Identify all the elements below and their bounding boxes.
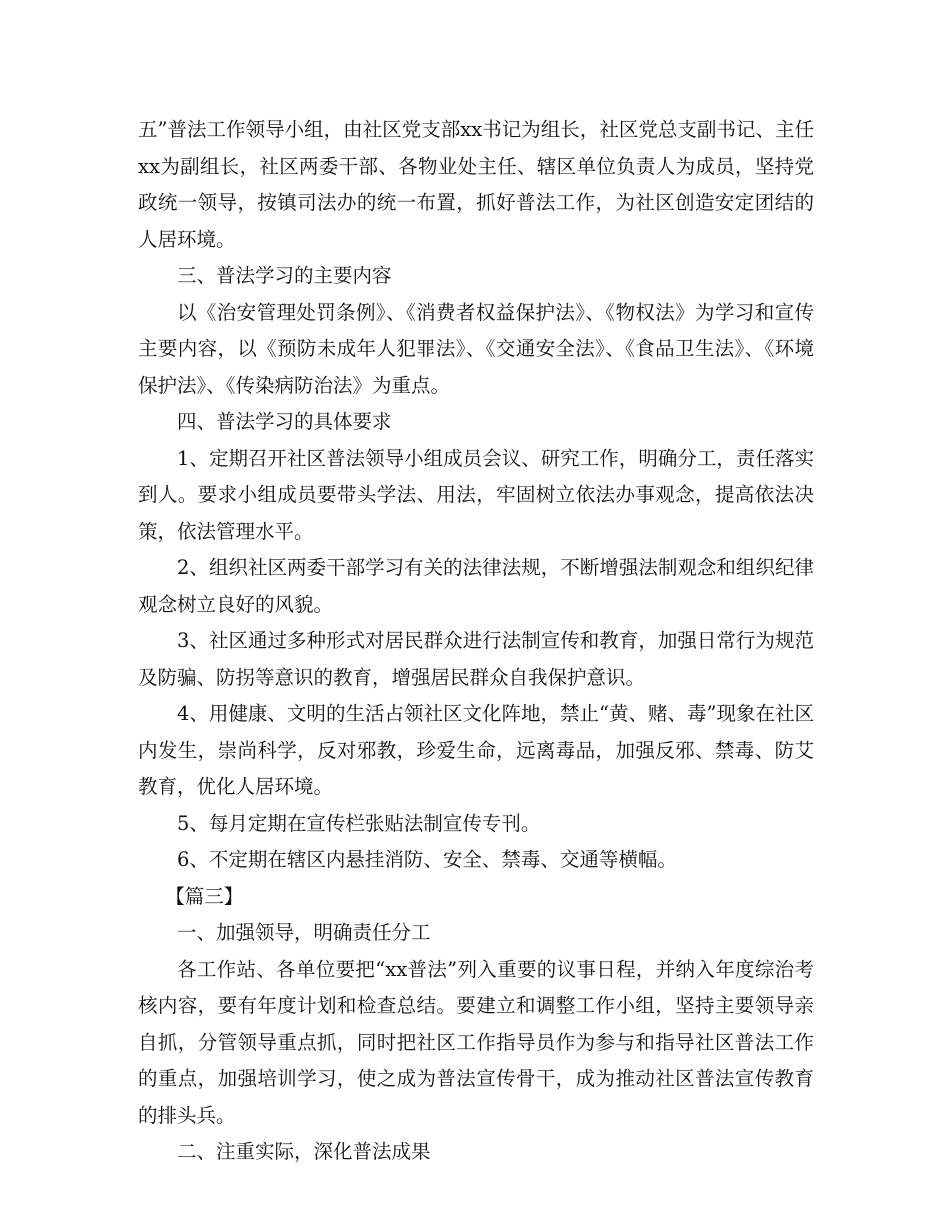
- paragraph-leadership: 各工作站、各单位要把“xx普法”列入重要的议事日程，并纳入年度综治考核内容，要有年度计划和检查总结。要建立和调整工作小组，坚持主要领导亲自抓，分管领导重点抓，同时把社区工作指导员作为参与和指导社区普法工作的重点，加强培训学习，使之成为普法宣传骨干，成为推动社区普法宣传教育的排头兵。: [138, 957, 814, 1127]
- document-body: [138, 112, 814, 1171]
- section-heading-study-content: 三、普法学习的主要内容: [177, 264, 392, 287]
- chapter-heading-part-three: 【篇三】: [165, 884, 244, 908]
- list-item-requirement-5: 5、每月定期在宣传栏张贴法制宣传专刊。: [177, 811, 541, 835]
- list-item-requirement-4: 4、用健康、文明的生活占领社区文化阵地，禁止“黄、赌、毒”现象在社区内发生，崇尚科学，反对邪教，珍爱生命，远离毒品，加强反邪、禁毒、防艾教育，优化人居环境。: [138, 702, 814, 798]
- section-heading-leadership: 一、加强领导，明确责任分工: [177, 921, 431, 944]
- section-heading-deepen-results: 二、注重实际，深化普法成果: [177, 1140, 431, 1163]
- paragraph-continuation: 五”普法工作领导小组，由社区党支部xx书记为组长，社区党总支副书记、主任xx为副组长，社区两委干部、各物业处主任、辖区单位负责人为成员，坚持党政统一领导，按镇司法办的统一布置，抓好普法工作，为社区创造安定团结的人居环境。: [138, 118, 814, 251]
- list-item-requirement-2: 2、组织社区两委干部学习有关的法律法规，不断增强法制观念和组织纪律观念树立良好的风貌。: [138, 556, 814, 616]
- list-item-requirement-1: 1、定期召开社区普法领导小组成员会议、研究工作，明确分工，责任落实到人。要求小组成员要带头学法、用法，牢固树立依法办事观念，提高依法决策，依法管理水平。: [138, 446, 814, 543]
- paragraph-study-laws: 以《治安管理处罚条例》、《消费者权益保护法》、《物权法》为学习和宣传主要内容，以《预防未成年人犯罪法》、《交通安全法》、《食品卫生法》、《环境保护法》、《传染病防治法》为重点。: [138, 300, 814, 397]
- section-heading-requirements: 四、普法学习的具体要求: [177, 410, 392, 433]
- list-item-requirement-6: 6、不定期在辖区内悬挂消防、安全、禁毒、交通等横幅。: [177, 848, 677, 871]
- list-item-requirement-3: 3、社区通过多种形式对居民群众进行法制宣传和教育，加强日常行为规范及防骗、防拐等意识的教育，增强居民群众自我保护意识。: [138, 629, 814, 689]
